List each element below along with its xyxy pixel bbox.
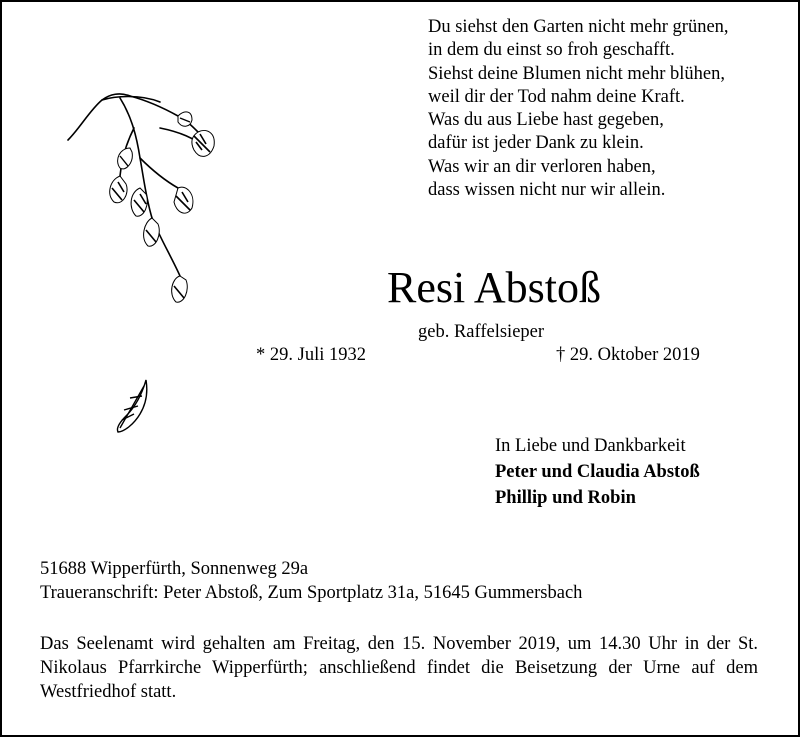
poem-line: dass wissen nicht nur wir allein. <box>428 180 666 201</box>
mourners-intro: In Liebe und Dankbarkeit <box>495 436 686 456</box>
falling-leaf-icon <box>112 376 152 436</box>
mourners-block <box>495 433 700 511</box>
poem-line: Was wir an dir verloren haben, <box>428 156 656 177</box>
poem-line: Du siehst den Garten nicht mehr grünen, <box>428 17 729 37</box>
death-date: † 29. Oktober 2019 <box>556 345 700 365</box>
home-address: 51688 Wipperfürth, Sonnenweg 29a <box>40 559 309 579</box>
service-info: Das Seelenamt wird gehalten am Freitag, den 15. November 2019, um 14.30 Uhr in der St. Nikolaus Pfarrkirche Wipperfürth; anschließend findet die Beisetzung der Urne auf dem Westfriedhof statt. <box>40 634 758 702</box>
birth-date: * 29. Juli 1932 <box>256 345 366 365</box>
mourning-address: Traueranschrift: Peter Abstoß, Zum Sportplatz 31a, 51645 Gummersbach <box>40 583 583 603</box>
maiden-name: geb. Raffelsieper <box>418 322 545 342</box>
poem-line: Siehst deine Blumen nicht mehr blühen, <box>428 63 725 84</box>
poem-line: dafür ist jeder Dank zu klein. <box>428 133 644 154</box>
mourner-names: Peter und Claudia Abstoß <box>495 462 700 482</box>
mourner-names: Phillip und Robin <box>495 488 636 508</box>
poem-line: weil dir der Tod nahm deine Kraft. <box>428 86 685 107</box>
address-block <box>40 557 582 605</box>
poem-line: Was du aus Liebe hast gegeben, <box>428 110 664 131</box>
poem <box>428 16 729 202</box>
poem-line: in dem du einst so froh geschafft. <box>428 40 675 61</box>
deceased-name: Resi Abstoß <box>387 263 601 312</box>
